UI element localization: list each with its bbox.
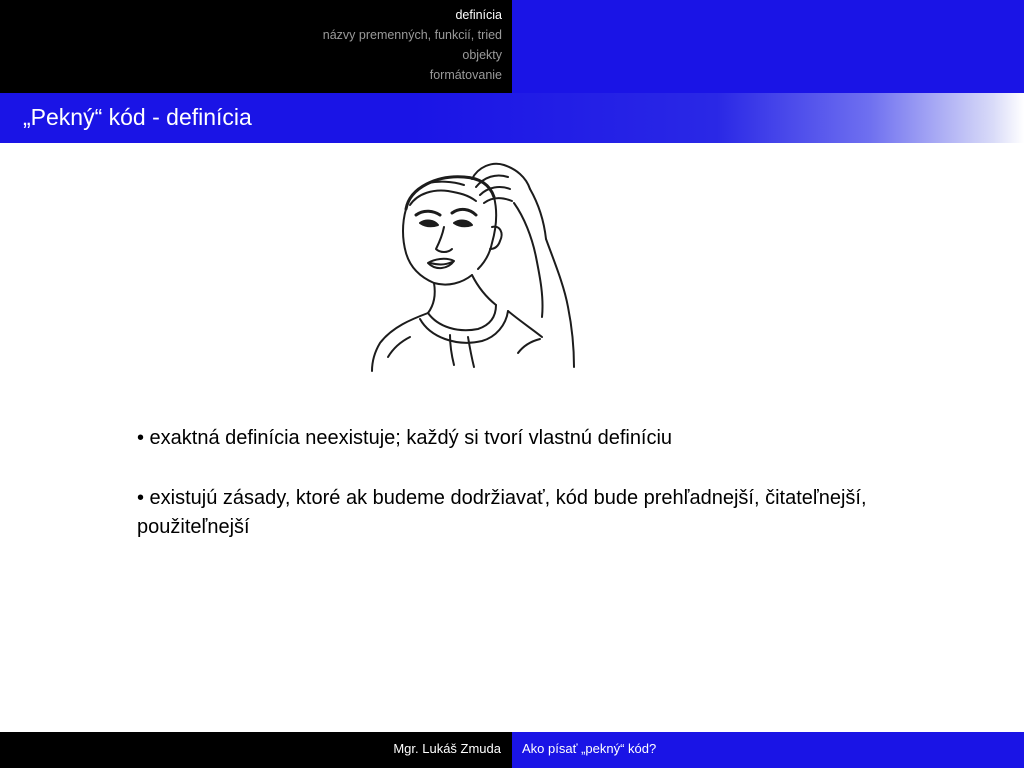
presentation-title: Ako písať „pekný“ kód?	[522, 741, 657, 756]
slide-title: „Pekný“ kód - definícia	[23, 104, 252, 130]
nav-item-naming[interactable]: názvy premenných, funkcií, tried	[322, 28, 502, 42]
section-nav	[323, 5, 502, 85]
bullet-item: • exaktná definícia neexistuje; každý si tvorí vlastnú definíciu	[137, 427, 673, 449]
nav-item-definition[interactable]: definícia	[455, 8, 502, 22]
confused-person-illustration	[368, 157, 582, 373]
footer-author-panel	[0, 732, 512, 768]
author-name: Mgr. Lukáš Zmuda	[393, 741, 501, 756]
footer-title-panel	[512, 732, 1024, 768]
title-bar	[0, 93, 1024, 143]
header-accent-panel	[512, 0, 1024, 93]
nav-item-formatting[interactable]: formátovanie	[429, 68, 502, 82]
header-nav-panel	[0, 0, 512, 93]
bullet-list	[137, 424, 897, 573]
bullet-item: • existujú zásady, ktoré ak budeme dodržiavať, kód bude prehľadnejší, čitateľnejší, použiteľnejší	[137, 487, 867, 538]
nav-item-objects[interactable]: objekty	[462, 48, 502, 62]
